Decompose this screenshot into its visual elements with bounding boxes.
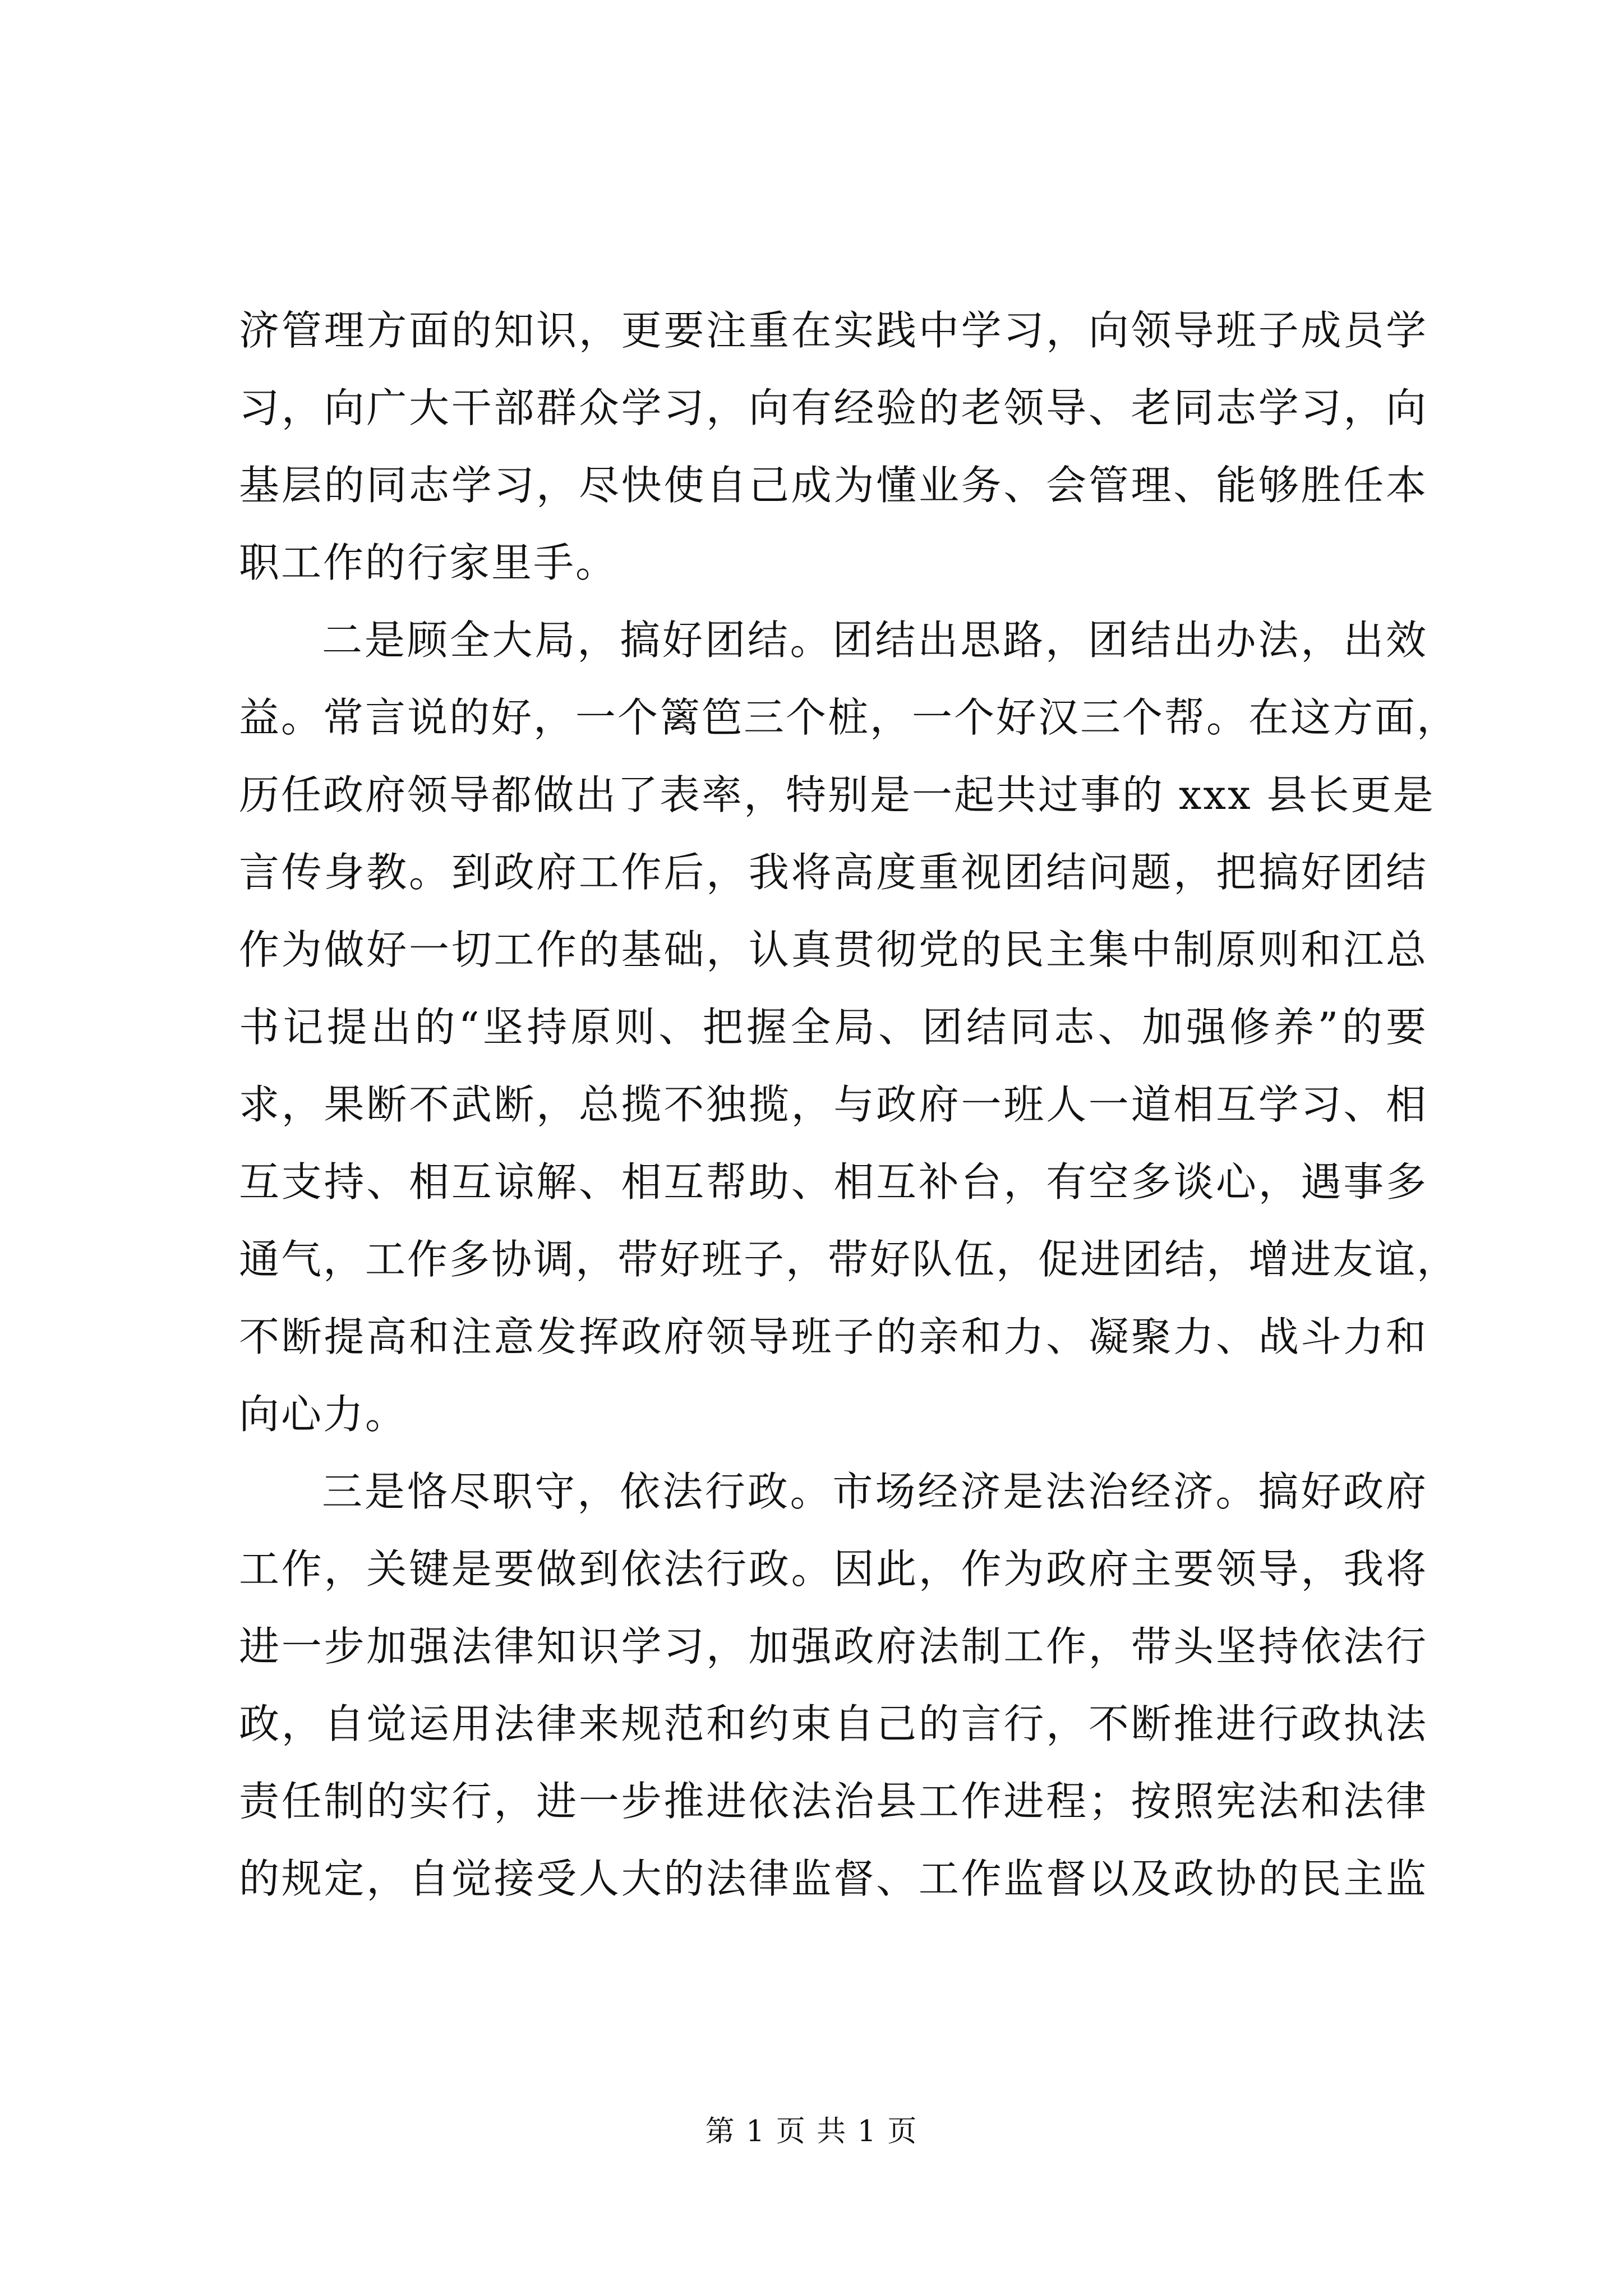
- page-footer: 第 1 页 共 1 页: [705, 2115, 918, 2148]
- text-line: 二是顾全大局，搞好团结。团结出思路，团结出办法，出效: [322, 616, 1428, 664]
- text-line: 求，果断不武断，总揽不独揽，与政府一班人一道相互学习、相: [239, 1081, 1428, 1128]
- text-line: 三是恪尽职守，依法行政。市场经济是法治经济。搞好政府: [322, 1468, 1428, 1515]
- text-line: 历任政府领导都做出了表率，特别是一起共过事的 xxx 县长更是: [239, 771, 1435, 818]
- text-line: 工作，关键是要做到依法行政。因此，作为政府主要领导，我将: [239, 1545, 1428, 1593]
- text-line: 书记提出的“坚持原则、把握全局、团结同志、加强修养”的要: [239, 1004, 1428, 1051]
- text-line: 的规定，自觉接受人大的法律监督、工作监督以及政协的民主监: [239, 1855, 1428, 1902]
- paragraph-1: [239, 292, 1428, 601]
- text-line: 习，向广大干部群众学习，向有经验的老领导、老同志学习，向: [239, 384, 1428, 431]
- body-text: [239, 292, 1459, 1917]
- text-line: 互支持、相互谅解、相互帮助、相互补台，有空多谈心，遇事多: [239, 1158, 1428, 1205]
- text-line: 责任制的实行，进一步推进依法治县工作进程；按照宪法和法律: [239, 1778, 1428, 1825]
- text-line: 益。常言说的好，一个篱笆三个桩，一个好汉三个帮。在这方面，: [239, 694, 1459, 741]
- text-line: 政，自觉运用法律来规范和约束自己的言行，不断推进行政执法: [239, 1700, 1428, 1747]
- text-line: 职工作的行家里手。: [239, 539, 618, 586]
- paragraph-2: [239, 601, 1459, 1453]
- text-line: 进一步加强法律知识学习，加强政府法制工作，带头坚持依法行: [239, 1623, 1428, 1670]
- text-line: 不断提高和注意发挥政府领导班子的亲和力、凝聚力、战斗力和: [239, 1313, 1428, 1360]
- text-line: 言传身教。到政府工作后，我将高度重视团结问题，把搞好团结: [239, 849, 1428, 896]
- text-line: 作为做好一切工作的基础，认真贯彻党的民主集中制原则和江总: [239, 926, 1428, 973]
- text-line: 通气，工作多协调，带好班子，带好队伍，促进团结，增进友谊，: [239, 1236, 1459, 1283]
- paragraph-3: [239, 1453, 1428, 1917]
- text-line: 向心力。: [239, 1391, 408, 1438]
- text-line: 基层的同志学习，尽快使自己成为懂业务、会管理、能够胜任本: [239, 462, 1428, 509]
- text-line: 济管理方面的知识，更要注重在实践中学习，向领导班子成员学: [239, 307, 1428, 354]
